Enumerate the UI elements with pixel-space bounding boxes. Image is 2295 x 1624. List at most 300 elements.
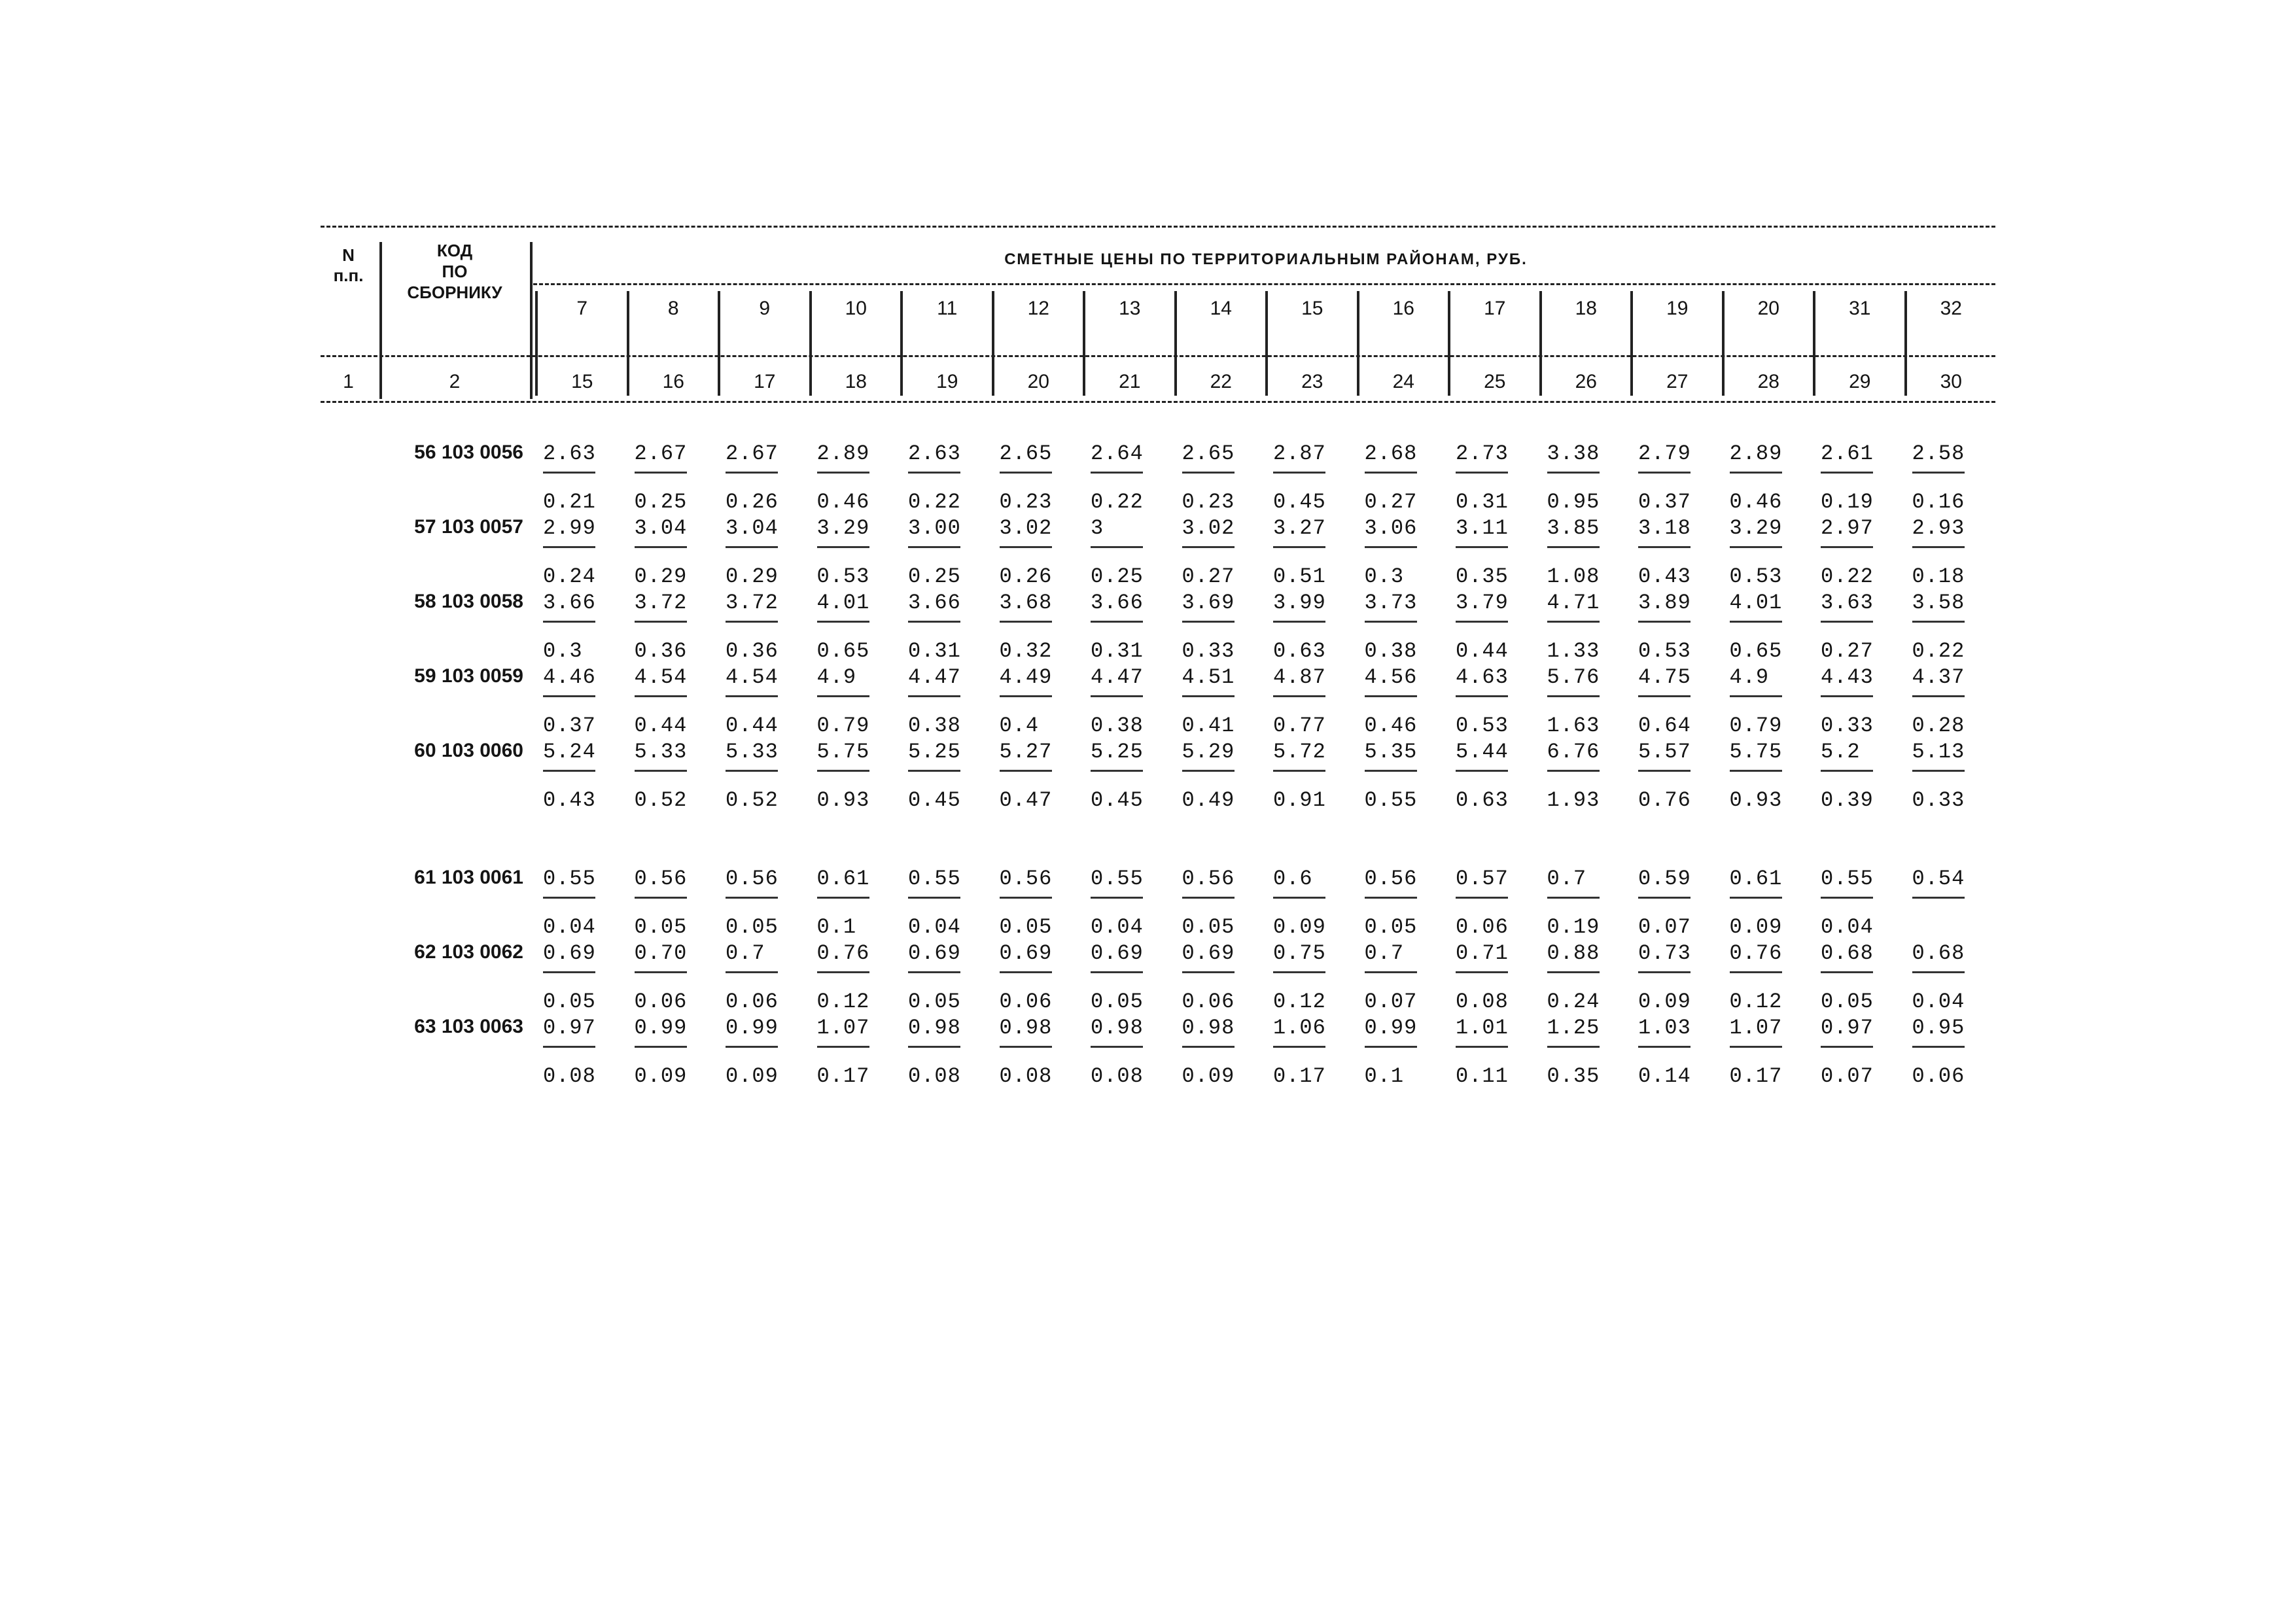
fraction-bar [1091, 695, 1143, 697]
price-top: 1.07 [816, 1016, 870, 1040]
price-top: 0.57 [1456, 867, 1509, 891]
price-top: 0.98 [1091, 1016, 1144, 1040]
fraction-bar [1182, 1046, 1235, 1048]
price-bottom: 0.04 [908, 915, 961, 939]
fraction-bar [1091, 546, 1143, 548]
fraction-bar [543, 621, 595, 623]
price-bottom: 0.1 [1364, 1064, 1405, 1088]
fraction-bar [1730, 770, 1782, 772]
fraction-bar [1091, 472, 1143, 474]
price-bottom: 0.53 [1729, 564, 1783, 589]
fraction-bar [1638, 897, 1691, 899]
table-top-rule [321, 226, 1995, 228]
region-header: 7 [576, 298, 588, 319]
price-bottom: 0.95 [1547, 490, 1600, 514]
price-top: 5.75 [816, 740, 870, 764]
price-bottom: 0.29 [726, 564, 779, 589]
fraction-bar [1000, 971, 1052, 973]
price-top: 4.9 [816, 665, 857, 689]
fraction-bar [1912, 472, 1965, 474]
fraction-bar [1000, 897, 1052, 899]
fraction-bar [1456, 770, 1508, 772]
price-bottom: 0.09 [1182, 1064, 1235, 1088]
price-bottom: 0.05 [908, 990, 961, 1014]
fraction-bar [817, 1046, 869, 1048]
column-number: 29 [1849, 371, 1871, 392]
fraction-bar [1821, 971, 1873, 973]
price-bottom: 0.05 [726, 915, 779, 939]
column-number: 22 [1210, 371, 1232, 392]
price-bottom: 0.11 [1456, 1064, 1509, 1088]
price-top: 0.55 [908, 867, 961, 891]
row-label: 62 103 0062 [414, 941, 523, 963]
price-bottom: 0.08 [1456, 990, 1509, 1014]
fraction-bar [1365, 695, 1417, 697]
price-top: 3.06 [1364, 516, 1418, 540]
fraction-bar [726, 546, 778, 548]
fraction-bar [1000, 546, 1052, 548]
fraction-bar [1000, 695, 1052, 697]
fraction-bar [635, 971, 687, 973]
price-top: 3.66 [908, 591, 961, 615]
fraction-bar [817, 695, 869, 697]
fraction-bar [1000, 770, 1052, 772]
fraction-bar [1638, 546, 1691, 548]
price-bottom: 0.08 [1091, 1064, 1144, 1088]
price-bottom: 0.08 [543, 1064, 596, 1088]
price-top: 0.69 [543, 941, 596, 965]
fraction-bar [1730, 897, 1782, 899]
price-top: 1.25 [1547, 1016, 1600, 1040]
fraction-bar [1547, 1046, 1600, 1048]
fraction-bar [726, 897, 778, 899]
fraction-bar [908, 546, 960, 548]
price-bottom: 0.05 [1364, 915, 1418, 939]
price-bottom: 0.05 [634, 915, 688, 939]
fraction-bar [908, 770, 960, 772]
fraction-bar [1273, 770, 1325, 772]
price-bottom: 0.25 [1091, 564, 1144, 589]
price-bottom: 0.53 [816, 564, 870, 589]
price-top: 3.69 [1182, 591, 1235, 615]
fraction-bar [1821, 695, 1873, 697]
fraction-bar [817, 897, 869, 899]
price-top: 2.97 [1821, 516, 1874, 540]
price-bottom: 0.33 [1821, 714, 1874, 738]
price-top: 5.76 [1547, 665, 1600, 689]
price-top: 0.99 [726, 1016, 779, 1040]
price-bottom: 0.06 [1912, 1064, 1965, 1088]
price-bottom: 0.1 [816, 915, 857, 939]
price-bottom: 0.06 [1456, 915, 1509, 939]
fraction-bar [1365, 971, 1417, 973]
column-number: 20 [1027, 371, 1049, 392]
price-bottom: 0.07 [1364, 990, 1418, 1014]
fraction-bar [1547, 971, 1600, 973]
fraction-bar [1638, 621, 1691, 623]
region-header: 31 [1849, 298, 1871, 319]
region-header: 18 [1575, 298, 1597, 319]
price-top: 0.70 [634, 941, 688, 965]
price-top: 3.29 [1729, 516, 1783, 540]
region-header: 13 [1119, 298, 1141, 319]
fraction-bar [1000, 1046, 1052, 1048]
price-bottom: 0.24 [543, 564, 596, 589]
price-top: 3.00 [908, 516, 961, 540]
price-bottom: 0.06 [1182, 990, 1235, 1014]
fraction-bar [1456, 621, 1508, 623]
price-bottom: 0.45 [1091, 788, 1144, 812]
fraction-bar [908, 971, 960, 973]
price-bottom: 0.28 [1912, 714, 1965, 738]
price-top: 4.47 [908, 665, 961, 689]
price-bottom: 0.37 [543, 714, 596, 738]
price-bottom: 0.05 [999, 915, 1053, 939]
price-top: 5.25 [908, 740, 961, 764]
fraction-bar [1365, 621, 1417, 623]
column-number: 15 [571, 371, 593, 392]
row-label: 63 103 0063 [414, 1016, 523, 1037]
fraction-bar [1730, 695, 1782, 697]
price-bottom: 0.31 [908, 639, 961, 663]
price-top: 0.73 [1638, 941, 1691, 965]
price-bottom: 0.37 [1638, 490, 1691, 514]
fraction-bar [726, 621, 778, 623]
fraction-bar [1912, 971, 1965, 973]
region-header: 20 [1757, 298, 1779, 319]
fraction-bar [1456, 897, 1508, 899]
price-top: 0.59 [1638, 867, 1691, 891]
price-top: 4.9 [1729, 665, 1770, 689]
price-bottom: 0.05 [1821, 990, 1874, 1014]
fraction-bar [543, 770, 595, 772]
price-bottom: 0.45 [1273, 490, 1326, 514]
price-top: 4.51 [1182, 665, 1235, 689]
price-top: 2.89 [1729, 441, 1783, 466]
price-top: 0.97 [543, 1016, 596, 1040]
price-bottom: 0.38 [1091, 714, 1144, 738]
price-top: 1.07 [1729, 1016, 1783, 1040]
price-bottom: 0.53 [1456, 714, 1509, 738]
price-bottom: 0.47 [999, 788, 1053, 812]
price-bottom: 0.18 [1912, 564, 1965, 589]
price-bottom: 0.63 [1273, 639, 1326, 663]
price-top: 0.56 [726, 867, 779, 891]
price-top: 2.63 [543, 441, 596, 466]
price-top: 0.56 [1364, 867, 1418, 891]
region-header: 19 [1666, 298, 1689, 319]
region-header: 32 [1940, 298, 1962, 319]
fraction-bar [1456, 546, 1508, 548]
price-top: 4.43 [1821, 665, 1874, 689]
price-top: 0.56 [999, 867, 1053, 891]
fraction-bar [1730, 1046, 1782, 1048]
fraction-bar [635, 1046, 687, 1048]
fraction-bar [635, 546, 687, 548]
fraction-bar [1182, 695, 1235, 697]
price-top: 0.97 [1821, 1016, 1874, 1040]
price-top: 0.71 [1456, 941, 1509, 965]
price-bottom: 0.63 [1456, 788, 1509, 812]
price-bottom: 0.35 [1547, 1064, 1600, 1088]
price-bottom: 0.25 [634, 490, 688, 514]
fraction-bar [908, 1046, 960, 1048]
price-bottom: 0.08 [908, 1064, 961, 1088]
price-top: 4.56 [1364, 665, 1418, 689]
fraction-bar [1182, 971, 1235, 973]
column-number: 28 [1757, 371, 1779, 392]
price-top: 3.66 [543, 591, 596, 615]
price-top: 5.33 [726, 740, 779, 764]
price-top: 0.69 [1091, 941, 1144, 965]
fraction-bar [817, 546, 869, 548]
column-number: 18 [845, 371, 867, 392]
price-bottom: 0.91 [1273, 788, 1326, 812]
price-bottom: 0.65 [816, 639, 870, 663]
price-top: 3.68 [999, 591, 1053, 615]
price-top: 5.33 [634, 740, 688, 764]
price-top: 0.7 [1547, 867, 1587, 891]
fraction-bar [726, 971, 778, 973]
fraction-bar [1365, 1046, 1417, 1048]
price-top: 0.98 [1182, 1016, 1235, 1040]
price-top: 0.68 [1821, 941, 1874, 965]
price-top: 1.06 [1273, 1016, 1326, 1040]
fraction-bar [1821, 897, 1873, 899]
price-bottom: 0.21 [543, 490, 596, 514]
price-bottom: 0.08 [999, 1064, 1053, 1088]
price-top: 0.98 [908, 1016, 961, 1040]
price-top: 3.58 [1912, 591, 1965, 615]
price-bottom: 0.22 [1821, 564, 1874, 589]
fraction-bar [543, 472, 595, 474]
fraction-bar [1456, 472, 1508, 474]
fraction-bar [543, 897, 595, 899]
fraction-bar [1273, 546, 1325, 548]
price-top: 5.44 [1456, 740, 1509, 764]
column-number: 17 [754, 371, 776, 392]
price-top: 5.72 [1273, 740, 1326, 764]
price-bottom: 0.31 [1091, 639, 1144, 663]
price-bottom: 0.06 [634, 990, 688, 1014]
region-header: 11 [937, 298, 958, 319]
price-top: 5.2 [1821, 740, 1861, 764]
fraction-bar [1547, 546, 1600, 548]
price-bottom: 0.12 [1729, 990, 1783, 1014]
price-top: 2.67 [726, 441, 779, 466]
fraction-bar [726, 695, 778, 697]
region-header: 16 [1392, 298, 1414, 319]
price-top: 0.76 [1729, 941, 1783, 965]
fraction-bar [1273, 1046, 1325, 1048]
price-bottom: 0.12 [1273, 990, 1326, 1014]
price-top: 2.79 [1638, 441, 1691, 466]
price-bottom: 0.41 [1182, 714, 1235, 738]
price-bottom: 0.17 [1729, 1064, 1783, 1088]
price-top: 4.01 [816, 591, 870, 615]
fraction-bar [1730, 971, 1782, 973]
price-bottom: 0.07 [1638, 915, 1691, 939]
fraction-bar [1912, 546, 1965, 548]
fraction-bar [1365, 546, 1417, 548]
price-bottom: 0.93 [1729, 788, 1783, 812]
fraction-bar [1730, 546, 1782, 548]
price-top: 3.04 [726, 516, 779, 540]
price-top: 0.55 [1821, 867, 1874, 891]
price-top: 0.69 [908, 941, 961, 965]
price-bottom: 0.76 [1638, 788, 1691, 812]
region-header: 10 [845, 298, 867, 319]
region-header: 14 [1210, 298, 1232, 319]
price-bottom: 0.22 [1091, 490, 1144, 514]
price-top: 3.66 [1091, 591, 1144, 615]
price-top: 4.47 [1091, 665, 1144, 689]
price-bottom: 0.16 [1912, 490, 1965, 514]
price-bottom: 0.04 [1912, 990, 1965, 1014]
price-top: 5.24 [543, 740, 596, 764]
price-top: 0.7 [726, 941, 765, 965]
fraction-bar [817, 770, 869, 772]
fraction-bar [1091, 770, 1143, 772]
header-rule-2 [321, 401, 1995, 403]
price-top: 0.76 [816, 941, 870, 965]
price-bottom: 0.46 [1729, 490, 1783, 514]
fraction-bar [908, 695, 960, 697]
row-label: 59 103 0059 [414, 665, 523, 687]
price-bottom: 0.27 [1821, 639, 1874, 663]
price-bottom: 0.52 [726, 788, 779, 812]
fraction-bar [1273, 472, 1325, 474]
price-bottom: 0.05 [1091, 990, 1144, 1014]
fraction-bar [1182, 897, 1235, 899]
price-top: 0.56 [1182, 867, 1235, 891]
price-top: 4.75 [1638, 665, 1691, 689]
fraction-bar [1912, 1046, 1965, 1048]
price-bottom: 0.09 [1729, 915, 1783, 939]
price-bottom: 0.36 [726, 639, 779, 663]
price-top: 0.75 [1273, 941, 1326, 965]
fraction-bar [817, 621, 869, 623]
fraction-bar [1730, 472, 1782, 474]
column-number: 21 [1119, 371, 1141, 392]
fraction-bar [1273, 897, 1325, 899]
fraction-bar [635, 897, 687, 899]
price-bottom: 0.45 [908, 788, 961, 812]
price-bottom: 0.19 [1547, 915, 1600, 939]
price-bottom: 0.23 [999, 490, 1053, 514]
price-bottom: 0.06 [999, 990, 1053, 1014]
price-bottom: 0.49 [1182, 788, 1235, 812]
fraction-bar [1273, 695, 1325, 697]
column-number: 16 [662, 371, 684, 392]
price-top: 0.88 [1547, 941, 1600, 965]
price-top: 0.55 [543, 867, 596, 891]
price-bottom: 0.22 [1912, 639, 1965, 663]
price-bottom: 0.32 [999, 639, 1053, 663]
header-divider-1 [379, 242, 382, 399]
fraction-bar [1365, 897, 1417, 899]
price-top: 0.61 [816, 867, 870, 891]
price-top: 4.46 [543, 665, 596, 689]
price-top: 3.04 [634, 516, 688, 540]
price-top: 3.79 [1456, 591, 1509, 615]
price-bottom: 0.33 [1912, 788, 1965, 812]
fraction-bar [543, 971, 595, 973]
fraction-bar [726, 1046, 778, 1048]
price-bottom: 0.24 [1547, 990, 1600, 1014]
price-bottom: 0.46 [816, 490, 870, 514]
price-bottom: 0.35 [1456, 564, 1509, 589]
row-label: 56 103 0056 [414, 441, 523, 463]
column-number: 30 [1940, 371, 1962, 392]
price-bottom: 0.22 [908, 490, 961, 514]
price-bottom: 0.79 [816, 714, 870, 738]
fraction-bar [1273, 621, 1325, 623]
fraction-bar [635, 472, 687, 474]
price-top: 5.35 [1364, 740, 1418, 764]
price-top: 2.61 [1821, 441, 1874, 466]
fraction-bar [543, 546, 595, 548]
price-bottom: 0.3 [1364, 564, 1405, 589]
group-title-rule [533, 283, 1995, 285]
fraction-bar [1182, 472, 1235, 474]
price-top: 1.01 [1456, 1016, 1509, 1040]
fraction-bar [1730, 621, 1782, 623]
price-top: 3.73 [1364, 591, 1418, 615]
price-bottom: 0.43 [543, 788, 596, 812]
row-label: 60 103 0060 [414, 740, 523, 761]
fraction-bar [908, 897, 960, 899]
price-top: 0.69 [999, 941, 1053, 965]
price-bottom: 0.44 [1456, 639, 1509, 663]
price-bottom: 0.04 [543, 915, 596, 939]
fraction-bar [1912, 897, 1965, 899]
price-bottom: 0.55 [1364, 788, 1418, 812]
column-number: 27 [1666, 371, 1689, 392]
fraction-bar [1638, 1046, 1691, 1048]
price-bottom: 0.06 [726, 990, 779, 1014]
fraction-bar [1821, 621, 1873, 623]
price-top: 2.87 [1273, 441, 1326, 466]
fraction-bar [817, 971, 869, 973]
price-top: 3.63 [1821, 591, 1874, 615]
price-bottom: 0.14 [1638, 1064, 1691, 1088]
price-top: 3.11 [1456, 516, 1509, 540]
price-top: 3.02 [1182, 516, 1235, 540]
price-top: 3.38 [1547, 441, 1600, 466]
fraction-bar [635, 770, 687, 772]
fraction-bar [1547, 770, 1600, 772]
price-top: 4.01 [1729, 591, 1783, 615]
column-number: 24 [1392, 371, 1414, 392]
price-bottom: 0.33 [1182, 639, 1235, 663]
price-bottom: 0.04 [1091, 915, 1144, 939]
price-bottom: 0.46 [1364, 714, 1418, 738]
price-top: 5.27 [999, 740, 1053, 764]
price-top: 2.68 [1364, 441, 1418, 466]
price-bottom: 0.27 [1182, 564, 1235, 589]
price-bottom: 0.25 [908, 564, 961, 589]
price-top: 4.54 [634, 665, 688, 689]
region-header: 8 [667, 298, 679, 319]
fraction-bar [908, 472, 960, 474]
region-header: 9 [759, 298, 771, 319]
price-bottom: 0.64 [1638, 714, 1691, 738]
price-top: 2.65 [1182, 441, 1235, 466]
price-top: 2.64 [1091, 441, 1144, 466]
price-top: 2.67 [634, 441, 688, 466]
price-top: 3.85 [1547, 516, 1600, 540]
